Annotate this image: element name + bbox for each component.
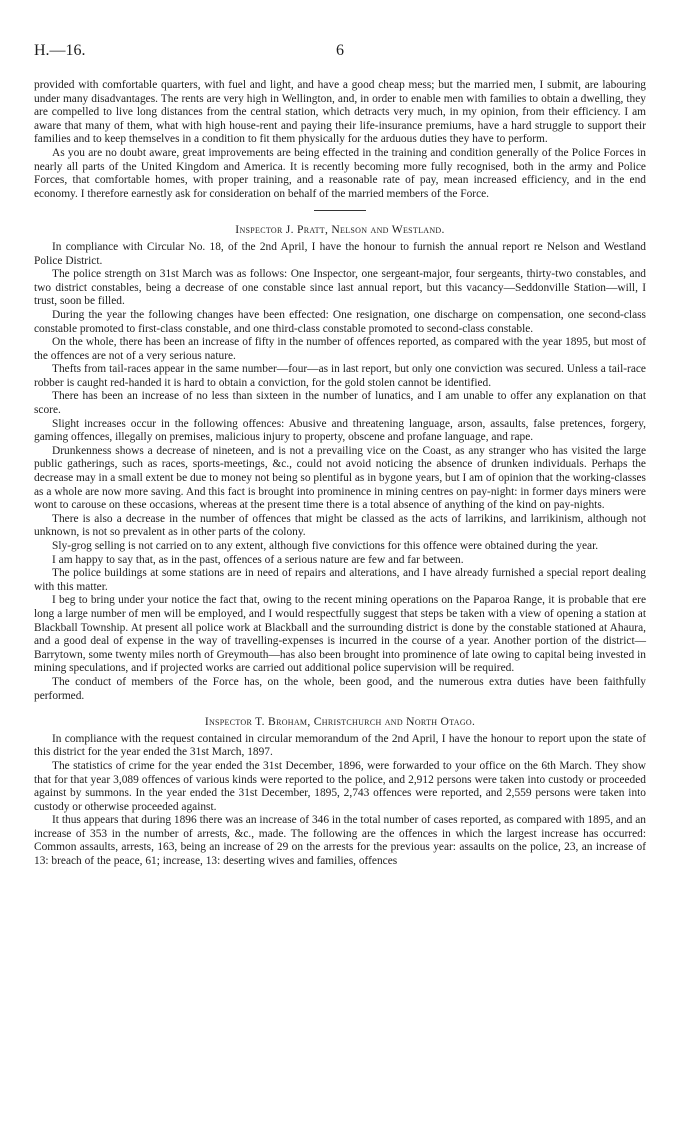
paragraph: In compliance with Circular No. 18, of the 2nd April, I have the honour to furnish the annual report re Nelson and Westland Police District. [34, 240, 646, 267]
paragraph: There is also a decrease in the number of offences that might be classed as the acts of larrikins, and larrikinism, although not unknown, is not so prevalent as in other parts of the colony. [34, 512, 646, 539]
paragraph: The conduct of members of the Force has, on the whole, been good, and the numerous extra duties have been faithfully performed. [34, 675, 646, 702]
paragraph: Drunkenness shows a decrease of nineteen, and is not a prevailing vice on the Coast, as any stranger who has visited the large public gatherings, such as races, sports-meetings, &c., could not avoid noticing the absence of drunken individuals. Perhaps the decrease may in a small extent be due to money not being so plentiful as in bygone years, but I am of opinion that the working-classes as a whole are now more saving. And this fact is brought into prominence in mining centres on pay-night: in former days miners were wont to carouse on these occasions, whereas at the present time there is a total absence of anything of the kind on pay-nights. [34, 444, 646, 512]
nelson-westland-report [34, 223, 646, 703]
page-body [34, 79, 646, 869]
page-header [34, 44, 646, 62]
paragraph: Slight increases occur in the following offences: Abusive and threatening language, arson, assaults, false pretences, forgery, gaming offences, illegally on premises, malicious injury to property, obscene and profane language, and rape. [34, 417, 646, 444]
paragraph: The statistics of crime for the year ended the 31st December, 1896, were forwarded to your office on the 6th March. They show that for that year 3,089 offences of various kinds were reported to the police, and 2,912 persons were taken into custody or proceeded against by summons. In the year ended the 31st December, 1895, 2,743 offences were reported, and 2,559 persons were taken into custody or otherwise proceeded against. [34, 759, 646, 813]
paragraph: As you are no doubt aware, great improvements are being effected in the training and condition generally of the Police Forces in nearly all parts of the United Kingdom and America. It is recently becoming more fully recognised, both in the army and Police Forces, that comfortable homes, with proper training, and a reasonable rate of pay, mean increased efficiency, and in the end economy. I therefore earnestly ask for consideration on behalf of the married members of the Force. [34, 146, 646, 200]
section-divider [314, 210, 366, 211]
paragraph: Sly-grog selling is not carried on to any extent, although five convictions for this offence were obtained during the year. [52, 540, 599, 552]
section-heading: Inspector T. Broham, Christchurch and North Otago. [204, 715, 476, 729]
paragraph: I beg to bring under your notice the fact that, owing to the recent mining operations on the Paparoa Range, it is probable that ere long a large number of men will be employed, and I would respectfully suggest that steps be taken with a view of opening a station at Blackball Township. At present all police work at Blackball and the surrounding district is done by the constable stationed at Ahaura, and a good deal of expense in the way of travelling-expenses is incurred in the course of a year. Another portion of the district—Barrytown, some twenty miles north of Greymouth—has also been brought into prominence of late owing to capital being invested in mining speculations, and if projected works are carried out additional police supervision will be required. [34, 594, 646, 675]
paragraph: provided with comfortable quarters, with fuel and light, and have a good cheap mess; but the married men, I submit, are labouring under many disadvantages. The rents are very high in Wellington, and, in order to enable men with families to obtain a dwelling, they are compelled to live long distances from the central station, which detracts very much, in my opinion, from their efficiency. I am aware that many of them, what with high house-rent and paying their life-insurance premiums, have a hard struggle to support their families and to keep themselves in a condition to fit them physically for the arduous duties they have to perform. [34, 79, 646, 146]
paragraph: During the year the following changes have been effected: One resignation, one discharge on compensation, one second-class constable promoted to first-class constable, and one third-class constable promoted to second-class constable. [34, 308, 646, 335]
paragraph: The police strength on 31st March was as follows: One Inspector, one sergeant-major, four sergeants, thirty-two constables, and two district constables, being a decrease of one constable since last annual report, but this vacancy—Seddonville Station—will, I trust, soon be filled. [34, 268, 646, 308]
married-members-section [34, 79, 646, 201]
christchurch-north-otago-report [34, 715, 646, 869]
paragraph: In compliance with the request contained in circular memorandum of the 2nd April, I have the honour to report upon the state of this district for the year ended the 31st March, 1897. [34, 732, 646, 759]
section-heading: Inspector J. Pratt, Nelson and Westland. [235, 223, 445, 237]
paragraph: Thefts from tail-races appear in the same number—four—as in last report, but only one conviction was secured. Unless a tail-race robber is caught red-handed it is hard to obtain a conviction, for the gold stolen cannot be identified. [34, 363, 646, 389]
document-reference: H.—16. [34, 42, 86, 59]
paragraph: On the whole, there has been an increase of fifty in the number of offences reported, as compared with the year 1895, but most of the offences are not of a very serious nature. [34, 336, 646, 362]
paragraph: The police buildings at some stations are in need of repairs and alterations, and I have already furnished a special report dealing with this matter. [34, 567, 646, 593]
paragraph: It thus appears that during 1896 there was an increase of 346 in the total number of cases reported, as compared with 1895, and an increase of 353 in the number of arrests, &c., made. The following are the offences in which the largest increase has occurred: Common assaults, arrests, 163, being an increase of 29 on the arrests for the previous year: assaults on the police, 23, an increase of 13: breach of the peace, 61; increase, 13: deserting wives and families, offences [34, 814, 646, 868]
paragraph: I am happy to say that, as in the past, offences of a serious nature are few and far between. [52, 553, 464, 566]
paragraph: There has been an increase of no less than sixteen in the number of lunatics, and I am unable to offer any explanation on that score. [34, 390, 646, 417]
page-number: 6 [336, 42, 344, 59]
